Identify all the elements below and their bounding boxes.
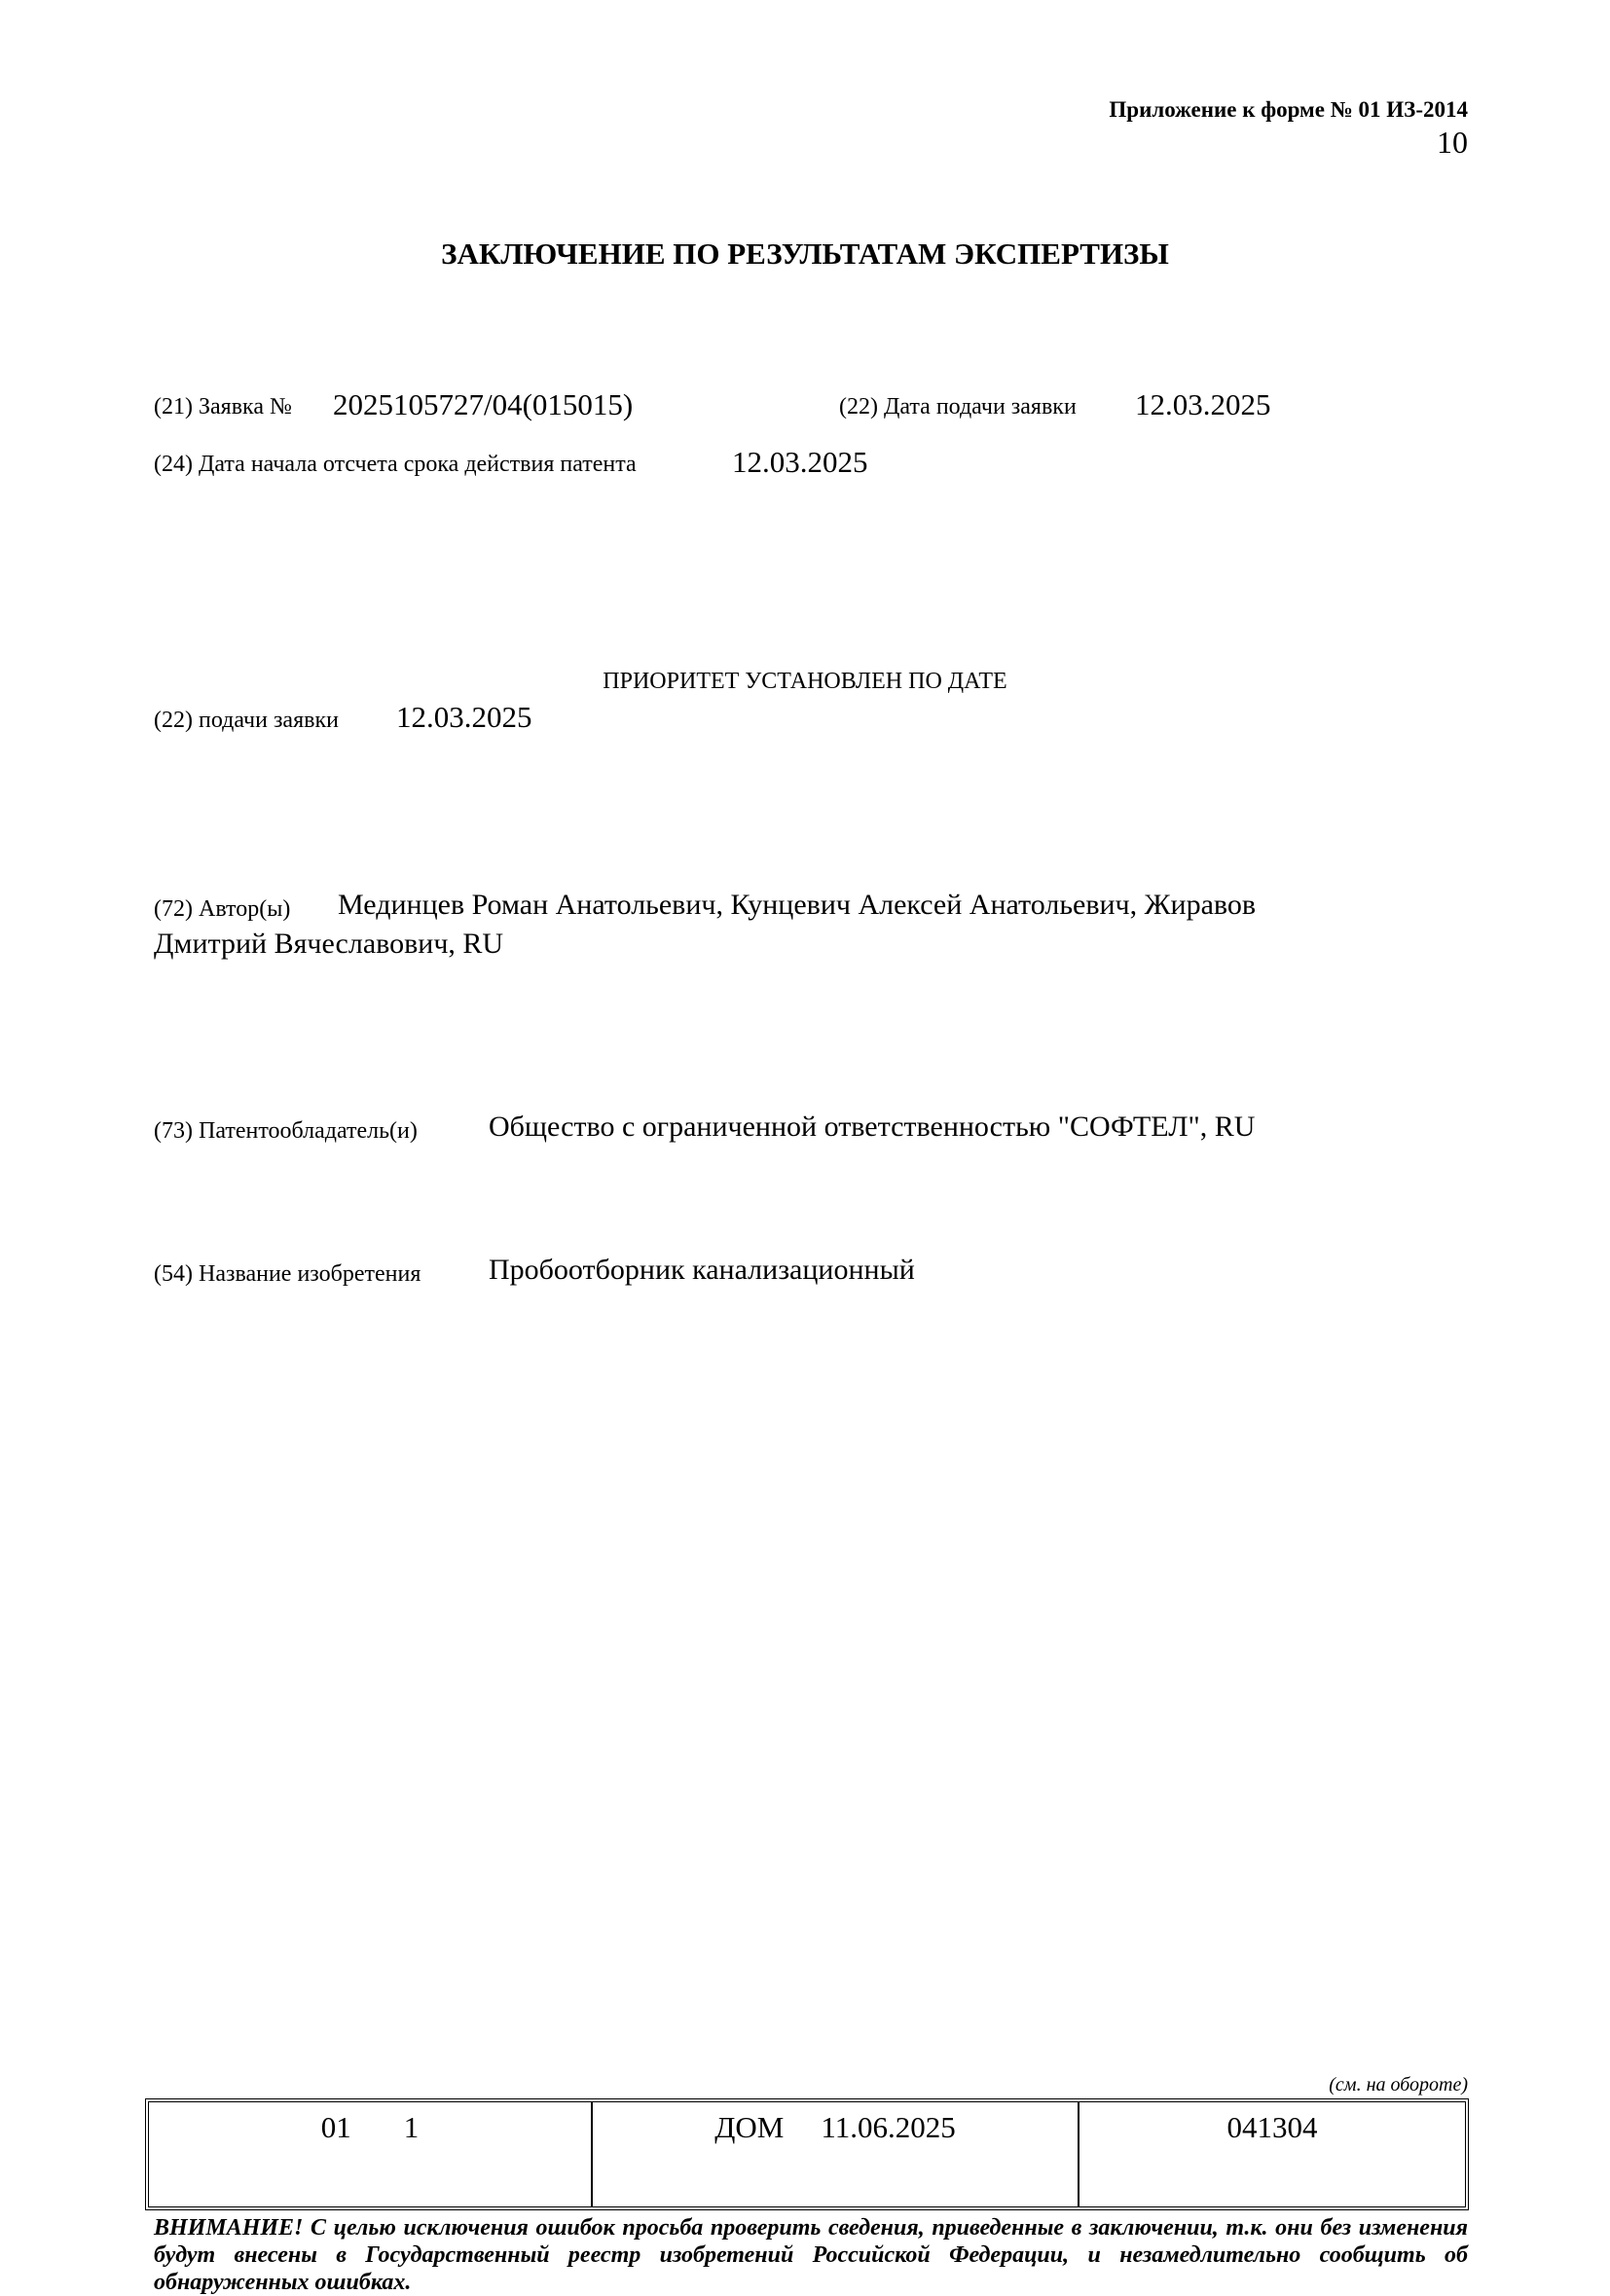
filing-date-value: 12.03.2025 (1135, 387, 1271, 421)
registry-code-box (145, 2098, 1469, 2210)
application-number-value: 2025105727/04(015015) (333, 387, 634, 421)
appendix-note: Приложение к форме № 01 ИЗ-2014 (1109, 97, 1468, 122)
term-start-label: (24) Дата начала отсчета срока действия патента (154, 452, 637, 477)
priority-label: (22) подачи заявки (154, 708, 339, 733)
invention-name-value: Пробоотборник канализационный (489, 1254, 915, 1286)
examiner-code: 041304 (1226, 2110, 1318, 2144)
document-title: ЗАКЛЮЧЕНИЕ ПО РЕЗУЛЬТАТАМ ЭКСПЕРТИЗЫ (441, 237, 1169, 271)
patent-holder-label: (73) Патентообладатель(и) (154, 1118, 418, 1144)
see-reverse-note: (см. на обороте) (1329, 2074, 1468, 2096)
code-cell-1 (149, 2102, 593, 2206)
issue-date: 11.06.2025 (821, 2110, 956, 2144)
code-cell-3 (1079, 2102, 1465, 2206)
authors-label: (72) Автор(ы) (154, 896, 291, 922)
priority-date-value: 12.03.2025 (396, 700, 532, 734)
term-start-value: 12.03.2025 (732, 445, 868, 479)
application-number-label: (21) Заявка № (154, 394, 292, 419)
code-cell-2 (593, 2102, 1079, 2206)
form-code: 01 (320, 2110, 351, 2144)
invention-name-label: (54) Название изобретения (154, 1261, 421, 1287)
department-code: ДОМ (714, 2110, 785, 2144)
authors-line-1: Мединцев Роман Анатольевич, Кунцевич Алексей Анатольевич, Жиравов (338, 889, 1257, 921)
priority-heading: ПРИОРИТЕТ УСТАНОВЛЕН ПО ДАТЕ (603, 669, 1007, 694)
authors-line-2: Дмитрий Вячеславович, RU (154, 928, 504, 960)
page-number: 10 (1437, 125, 1468, 160)
filing-date-label: (22) Дата подачи заявки (839, 394, 1077, 419)
patent-holder-value: Общество с ограниченной ответственностью "СОФТЕЛ", RU (489, 1111, 1256, 1143)
warning-note: ВНИМАНИЕ! С целью исключения ошибок просьба проверить сведения, приведенные в заключении, т.к. они без изменения будут внесены в Государственный реестр изобретений Российской Федерации, и незамедлительно сообщить об обнаруженных ошибках. (154, 2215, 1468, 2295)
sheet-count: 1 (403, 2110, 420, 2144)
